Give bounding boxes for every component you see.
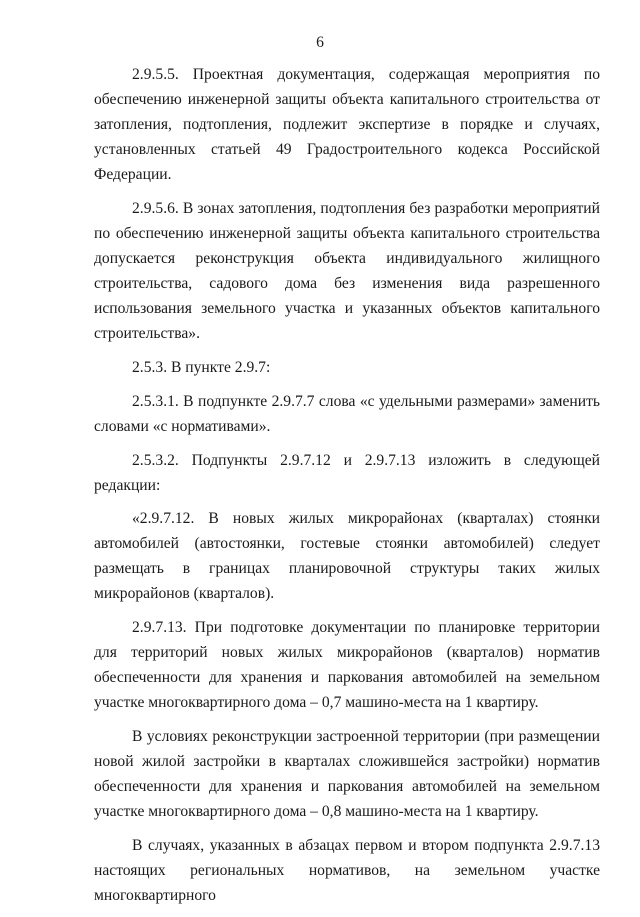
document-body — [94, 62, 600, 917]
paragraph-cases: В случаях, указанных в абзацах первом и втором подпункта 2.9.7.13 настоящих региональных нормативов, на земельном участке многоквартирного — [94, 837, 600, 904]
paragraph-2-9-7-12: «2.9.7.12. В новых жилых микрорайонах (кварталах) стоянки автомобилей (автостоянки, гостевые стоянки автомобилей) следует размещать в границах планировочной структуры таких жилых микрорайонов (кварталов). — [94, 510, 600, 602]
paragraph-2-9-7-13: 2.9.7.13. При подготовке документации по планировке территории для территорий новых жилых микрорайонов (кварталов) норматив обеспеченности для хранения и паркования автомобилей на земельном участке многоквартирного дома – 0,7 машино-места на 1 квартиру. — [94, 619, 600, 711]
paragraph-2-9-5-6: 2.9.5.6. В зонах затопления, подтопления без разработки мероприятий по обеспечению инженерной защиты объекта капитального строительства допускается реконструкция объекта индивидуального жилищного строительства, садового дома без изменения вида разрешенного использования земельного участка и указанных объектов капитального строительства». — [94, 200, 600, 342]
paragraph-2-5-3-2: 2.5.3.2. Подпункты 2.9.7.12 и 2.9.7.13 изложить в следующей редакции: — [94, 452, 600, 494]
paragraph-2-9-5-5: 2.9.5.5. Проектная документация, содержащая мероприятия по обеспечению инженерной защиты объекта капитального строительства от затопления, подтопления, подлежит экспертизе в порядке и случаях, установленных статьей 49 Градостроительного кодекса Российской Федерации. — [94, 66, 600, 183]
paragraph-reconstruction: В условиях реконструкции застроенной территории (при размещении новой жилой застройки в кварталах сложившейся застройки) норматив обеспеченности для хранения и паркования автомобилей на земельном участке многоквартирного дома – 0,8 машино-места на 1 квартиру. — [94, 728, 600, 820]
paragraph-2-5-3-1: 2.5.3.1. В подпункте 2.9.7.7 слова «с удельными размерами» заменить словами «с нормативами». — [94, 393, 600, 435]
page-number: 6 — [316, 34, 324, 51]
paragraph-2-5-3: 2.5.3. В пункте 2.9.7: — [132, 359, 271, 376]
